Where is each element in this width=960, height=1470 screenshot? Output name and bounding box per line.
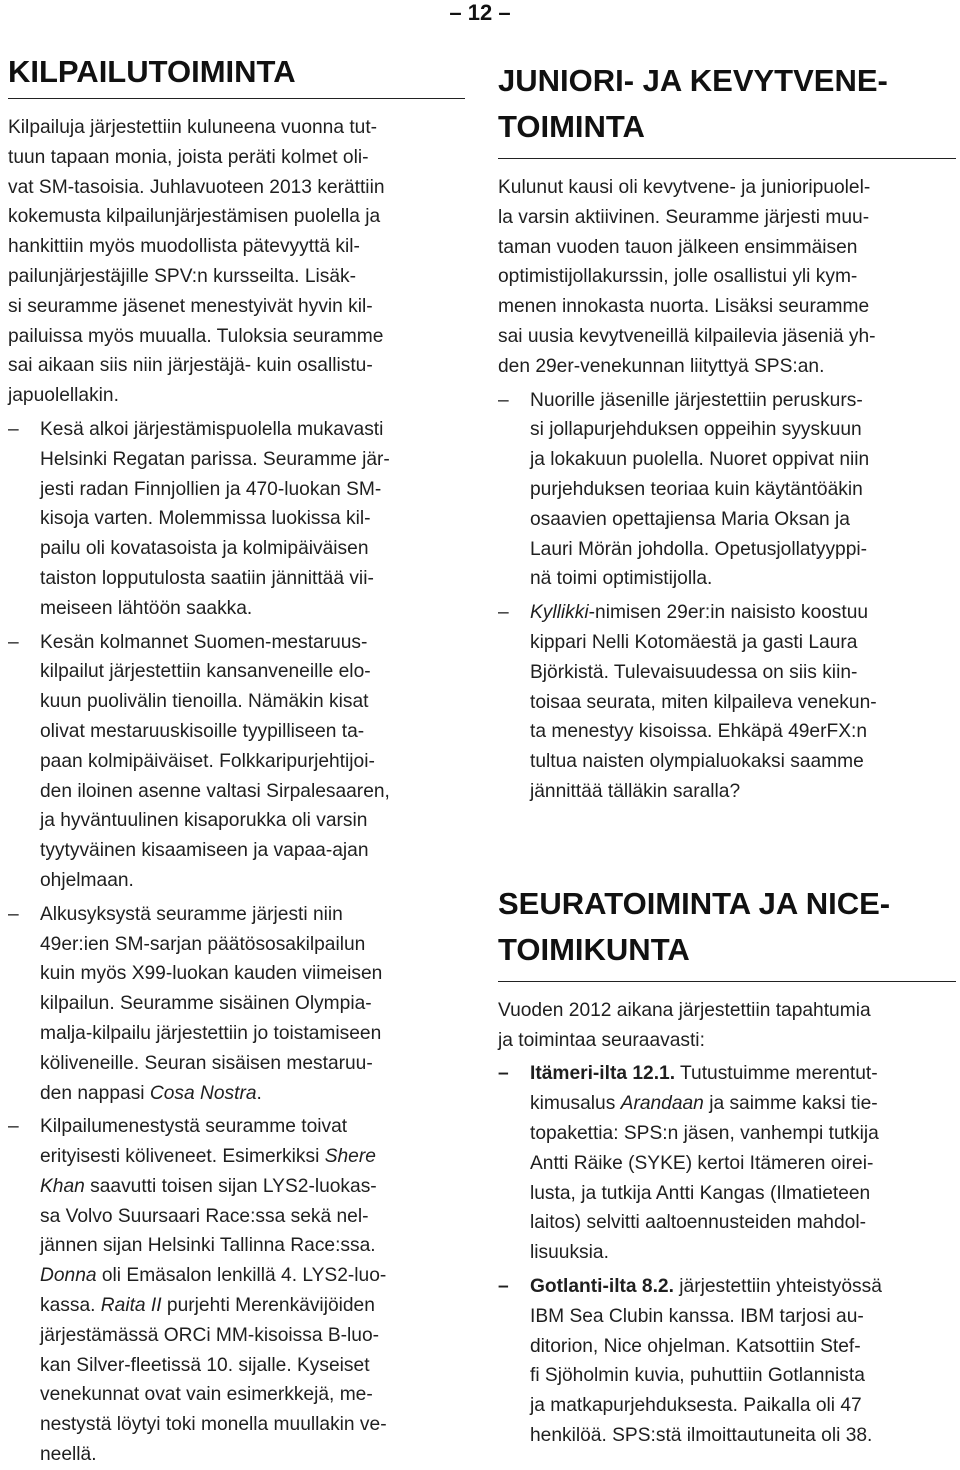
vessel-name: Arandaan [620,1093,704,1115]
heading-line: TOIMIKUNTA [498,931,690,967]
text-line: Kesä alkoi järjestämispuolella mukavasti [40,418,384,440]
text-span: Tutustuimme merentut- [675,1063,878,1085]
text-line: sa Volvo Suursaari Race:ssa sekä nel- [40,1205,369,1227]
text-line [40,1142,465,1172]
text-line: neellä. [40,1444,97,1466]
text-line: nä toimi optimistijolla. [530,568,713,590]
text-line: ja matkapurjehduksesta. Paikalla oli 47 [530,1395,862,1417]
list-item-kilpailumenestys [8,1112,465,1470]
text-line: japuolellakin. [8,385,119,407]
list-item-kyllikki [498,598,956,807]
text-line: ditorion, Nice ohjelman. Katsottiin Stef- [530,1335,861,1357]
list-item-peruskurssi [498,386,956,595]
text-line: si jollapurjehduksen oppeihin syyskuun [530,419,862,441]
dash-bullet: – [8,903,19,925]
boat-name: Khan [40,1175,85,1197]
text-span: oli Emäsalon lenkillä 4. LYS2-luo- [96,1265,387,1287]
text-line: Vuoden 2012 aikana järjestettiin tapahtumia [498,999,871,1021]
text-line: Kilpailumenestystä seuramme toivat [40,1116,348,1138]
text-line: kisoja varten. Molemmissa luokissa kil- [40,508,371,530]
dash-bullet: – [498,1275,509,1297]
text-line: henkilöä. SPS:stä ilmoittautuneita oli 38. [530,1424,873,1446]
text-line: lisuuksia. [530,1242,609,1264]
text-span: kassa. [40,1295,101,1317]
text-line: kuin myös X99-luokan kauden viimeisen [40,963,383,985]
text-line: Kulunut kausi oli kevytvene- ja junioripuolel- [498,177,871,198]
junior-intro-paragraph [498,173,956,382]
text-line: den 29er-venekunnan liityttyä SPS:an. [498,355,825,377]
text-line: paan kolmipäiväiset. Folkkaripurjehtijoi- [40,750,375,772]
text-span: purjehti Merenkävijöiden [161,1295,375,1317]
text-line: jesti radan Finnjollien ja 470-luokan SM- [40,478,382,500]
heading-line: TOIMINTA [498,109,645,144]
dash-bullet: – [498,602,509,624]
dash-bullet: – [8,631,19,653]
text-line: ta menestyy kisoissa. Ehkäpä 49erFX:n [530,721,868,743]
text-line: Helsinki Regatan parissa. Seuramme jär- [40,448,390,470]
text-line: järjestämässä ORCi MM-kisoissa B-luo- [40,1324,380,1346]
text-span: -nimisen 29er:in naisisto koostuu [588,602,869,624]
text-span: kimusalus [530,1093,621,1115]
text-span: saavutti toisen sijan LYS2-luokas- [84,1175,377,1197]
dash-bullet: – [8,1116,19,1138]
heading-rule [8,98,465,99]
heading-line: JUNIORI- JA KEVYTVENE- [498,63,888,98]
text-line: Björkistä. Tulevaisuudessa on siis kiin- [530,661,858,683]
text-line: lusta, ja tutkija Antti Kangas (Ilmatieteen [530,1182,871,1204]
text-span: järjestettiin yhteistyössä [673,1275,882,1297]
intro-paragraph [8,113,465,411]
heading-kilpailutoiminta: KILPAILUTOIMINTA [8,54,296,89]
heading-seuratoiminta [498,885,956,969]
text-line: ja hyväntuulinen kisaporukka oli varsin [40,810,368,832]
club-intro-paragraph [498,996,956,1056]
list-item-itameri-ilta [498,1059,956,1268]
list-item-49er-x99 [8,900,465,1109]
text-line: tultua naisten olympialuokaksi saamme [530,751,864,773]
text-line [40,1261,465,1291]
text-line: si seuramme jäsenet menestyivät hyvin kil- [8,295,373,317]
heading-rule [498,981,956,982]
list-item-kansanveneet-sm [8,628,465,896]
heading-rule [498,158,956,159]
text-line: nestystä löytyi toki monella muullakin ve- [40,1414,387,1436]
text-line: Antti Räike (SYKE) kertoi Itämeren oirei- [530,1152,874,1174]
text-line: jännen sijan Helsinki Tallinna Race:ssa. [40,1235,376,1257]
text-span: . [256,1082,262,1104]
boat-name: Donna [40,1265,97,1287]
text-line: laitos) selvitti aaltoennusteiden mahdol- [530,1212,866,1234]
text-line: osaavien opettajiensa Maria Oksan ja [530,508,850,530]
text-line: jännittää tälläkin saralla? [530,780,741,802]
text-line [530,1089,956,1119]
dash-bullet: – [498,1063,509,1085]
right-column [498,52,956,1451]
text-line: fi Sjöholmin kuvia, puhuttiin Gotlannista [530,1365,865,1387]
text-line: kuun puolivälin tienoilla. Nämäkin kisat [40,691,369,713]
list-item-helsinki-regatta [8,415,465,624]
text-line: kilpailut järjestettiin kansanveneille elo- [40,661,371,683]
dash-bullet: – [498,389,509,411]
text-span: den nappasi [40,1082,150,1104]
text-line: ja toimintaa seuraavasti: [498,1029,705,1051]
text-line: Lauri Mörän johdolla. Opetusjollatyyppi- [530,538,868,560]
text-line: tuun tapaan monia, joista peräti kolmet oli- [8,146,369,168]
text-line: ohjelmaan. [40,869,134,891]
page-number: – 12 – [449,0,511,25]
text-line: Nuorille jäsenille järjestettiin peruskurs- [530,389,863,411]
text-line: ja lokakuun puolella. Nuoret oppivat niin [530,449,870,471]
text-line: la varsin aktiivinen. Seuramme järjesti muu- [498,206,870,228]
text-line: kokemusta kilpailunjärjestämisen puolella ja [8,206,381,228]
text-line: taiston lopputulosta saatiin jännittää vii- [40,567,374,589]
boat-name: Kyllikki [530,602,589,624]
event-title: Gotlanti-ilta 8.2. [530,1275,674,1297]
text-line [530,1272,956,1302]
text-line: topakettia: SPS:n jäsen, vanhempi tutkija [530,1122,879,1144]
list-item-gotlanti-ilta [498,1272,956,1451]
text-line: 49er:ien SM-sarjan päätösosakilpailun [40,933,366,955]
text-line: den iloinen asenne valtasi Sirpalesaaren, [40,780,390,802]
text-line: pailuissa myös muualla. Tuloksia seuramme [8,325,384,347]
text-line: sai uusia kevytveneillä kilpailevia jäseniä yh- [498,325,876,347]
text-line [40,1172,465,1202]
text-line [40,1079,465,1109]
text-line: toisaa seurata, miten kilpaileva venekun- [530,691,877,713]
text-line: vat SM-tasoisia. Juhlavuoteen 2013 kerättiin [8,176,385,198]
text-span: ja saimme kaksi tie- [703,1093,878,1115]
event-title: Itämeri-ilta 12.1. [530,1063,676,1085]
text-line: Kesän kolmannet Suomen-mestaruus- [40,631,368,653]
boat-name: Raita II [100,1295,162,1317]
text-line: menen innokasta nuorta. Lisäksi seuramme [498,296,870,318]
heading-juniori-kevytvene [498,62,956,146]
text-line: sai aikaan siis niin järjestäjä- kuin osallistu- [8,355,373,377]
text-line: venekunnat ovat vain esimerkkejä, me- [40,1384,373,1406]
text-line: purjehduksen teoriaa kuin käytäntöäkin [530,478,863,500]
text-line: Kilpailuja järjestettiin kuluneena vuonna tut- [8,117,378,138]
text-line: kilpailun. Seuramme sisäinen Olympia- [40,993,372,1015]
text-line: pailu oli kovatasoista ja kolmipäiväisen [40,538,369,560]
text-line: meiseen lähtöön saakka. [40,597,253,619]
text-line [530,598,956,628]
heading-line: SEURATOIMINTA JA NICE- [498,885,891,921]
text-line: IBM Sea Clubin kanssa. IBM tarjosi au- [530,1305,864,1327]
text-line: köliveneille. Seuran sisäisen mestaruu- [40,1052,373,1074]
text-line [530,1059,956,1089]
text-line: hankittiin myös muodollista pätevyyttä kil- [8,236,360,258]
text-line: Alkusyksystä seuramme järjesti niin [40,903,343,925]
text-line: kan Silver-fleetissä 10. sijalle. Kyseiset [40,1354,370,1376]
text-line: optimistijollakurssin, jolle osallistui yli kym- [498,266,858,288]
text-span: erityisesti köliveneet. Esimerkiksi [40,1146,325,1168]
dash-bullet: – [8,418,19,440]
boat-name: Shere [324,1146,376,1168]
text-line: olivat mestaruuskisoille tyypilliseen ta- [40,720,365,742]
text-line: malja-kilpailu järjestettiin jo toistamiseen [40,1022,382,1044]
text-line [40,1291,465,1321]
text-line: pailunjärjestäjille SPV:n kursseilta. Lisäk- [8,265,357,287]
text-line: taman vuoden tauon jälkeen ensimmäisen [498,236,858,258]
left-column [8,52,465,1470]
text-line: tyytyväinen kisaamiseen ja vapaa-ajan [40,840,369,862]
boat-name: Cosa Nostra [149,1082,257,1104]
text-line: kippari Nelli Kotomäestä ja gasti Laura [530,631,858,653]
